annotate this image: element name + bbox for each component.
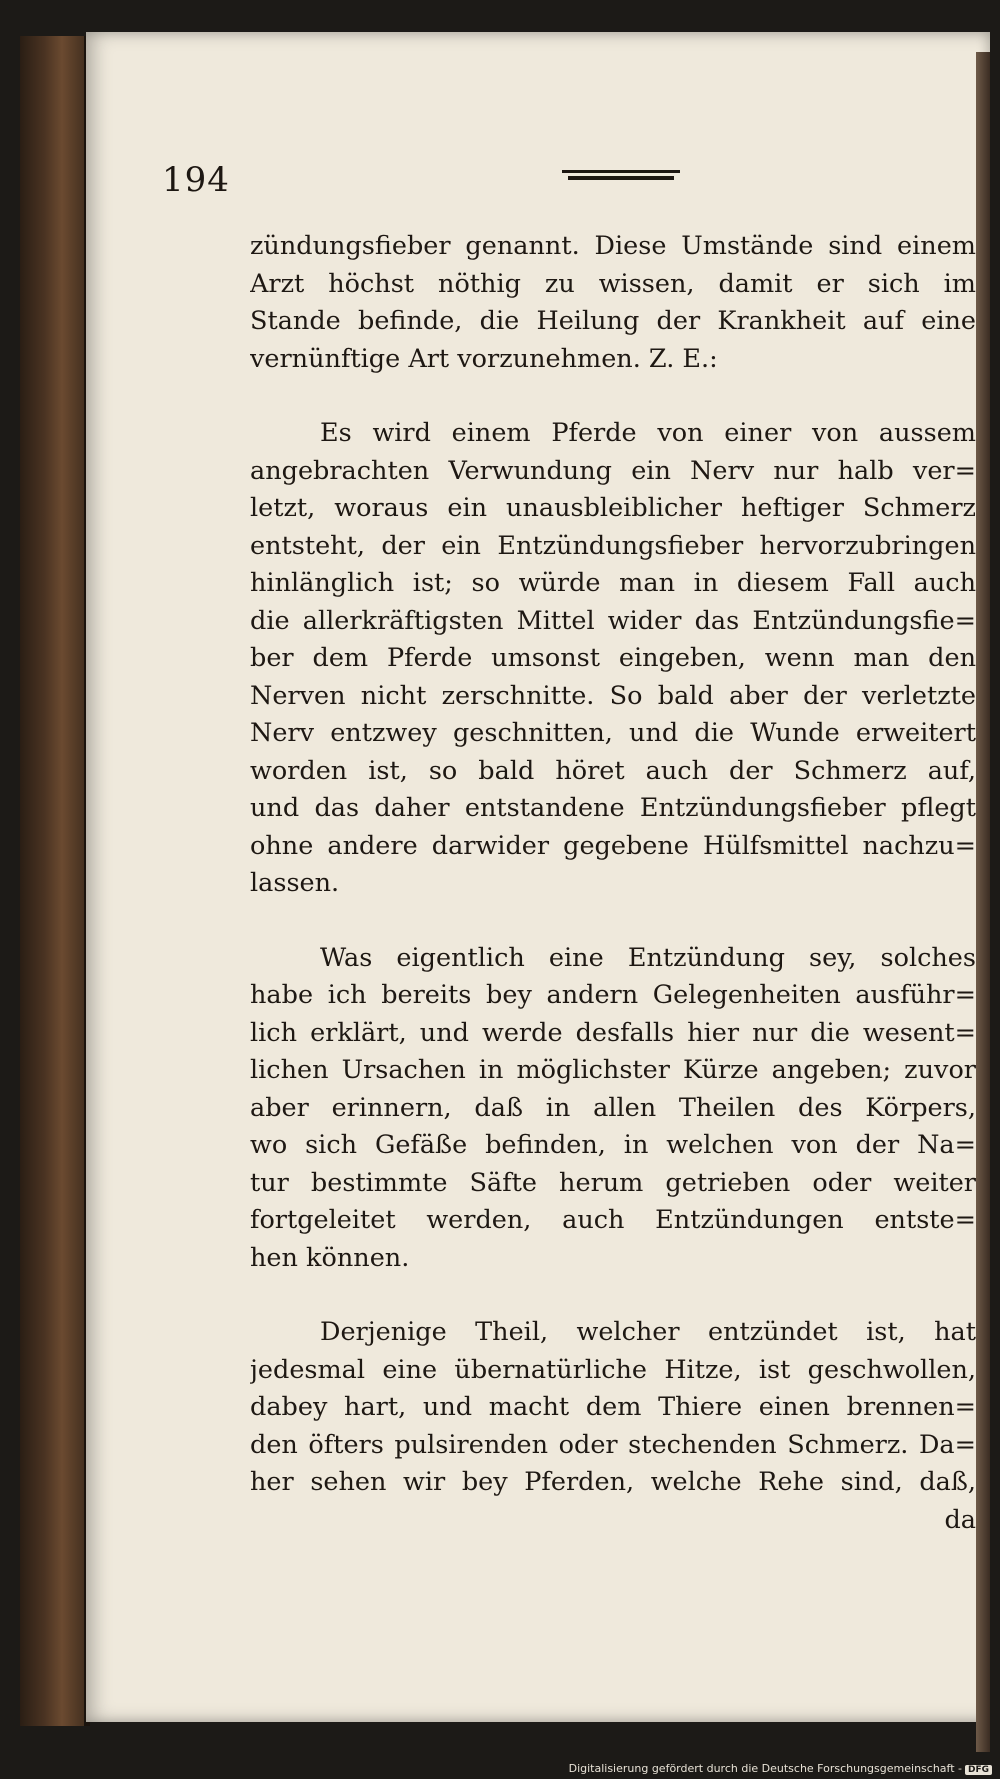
credit-text: Digitalisierung gefördert durch die Deutsche Forschungsgemeinschaft - [568,1762,962,1775]
paragraph-gap [250,903,976,940]
text-line: die allerkräftigsten Mittel wider das Entzündungsfie= [250,605,976,636]
dfg-logo: DFG [965,1765,992,1775]
text-line: vernünftige Art vorzunehmen. Z. E.: [250,343,718,374]
text-line: letzt, woraus ein unausbleiblicher heftiger Schmerz [250,493,976,523]
book-binding-edge [20,36,90,1726]
text-line: Was eigentlich eine Entzündung sey, solches [320,942,976,973]
text-line: ohne andere darwider gegebene Hülfsmittel nachzu= [250,830,976,861]
text-line: aber erinnern, daß in allen Theilen des Körpers, [250,1092,976,1123]
text-line: jedesmal eine übernatürliche Hitze, ist geschwollen, [250,1354,976,1385]
ornament-bar-bottom [568,176,674,180]
text-line: Arzt höchst nöthig zu wissen, damit er sich im [250,268,976,299]
page-number: 194 [162,160,230,200]
text-line: Nerven nicht zerschnitte. So bald aber der verletzte [250,680,976,711]
header-ornament-rule [562,170,680,180]
text-line: lichen Ursachen in möglichster Kürze angeben; zuvor [250,1055,976,1085]
text-line: habe ich bereits bey andern Gelegenheiten ausführ= [250,980,976,1010]
text-line: dabey hart, und macht dem Thiere einen brennen= [250,1392,976,1422]
text-line: Es wird einem Pferde von einer von aussem [320,418,976,448]
text-line: hen können. [250,1242,410,1273]
text-line: her sehen wir bey Pferden, welche Rehe sind, daß, [250,1467,976,1497]
text-line: lich erklärt, und werde desfalls hier nur die wesent= [250,1017,976,1048]
text-line: ber dem Pferde umsonst eingeben, wenn man den [250,643,976,673]
text-line: Derjenige Theil, welcher entzündet ist, hat [320,1317,976,1347]
paragraph-gap [250,378,976,415]
digitization-credit [569,1762,992,1775]
text-line: fortgeleitet werden, auch Entzündungen entste= [250,1205,976,1235]
text-line: Stande befinde, die Heilung der Krankheit auf eine [250,306,976,336]
body-text [250,228,976,1539]
text-line: wo sich Gefäße befinden, in welchen von der Na= [250,1130,976,1160]
text-line: und das daher entstandene Entzündungsfieber pflegt [250,793,976,823]
text-line: tur bestimmte Säfte herum getrieben oder weiter [250,1167,976,1198]
text-line: den öfters pulsirenden oder stechenden Schmerz. Da= [250,1429,976,1460]
ornament-bar-top [562,170,680,173]
text-line: worden ist, so bald höret auch der Schmerz auf, [250,755,976,786]
text-line: Nerv entzwey geschnitten, und die Wunde erweitert [250,718,976,748]
text-line: zündungsfieber genannt. Diese Umstände sind einem [250,231,976,261]
page-right-edge [976,52,990,1752]
catchword: da [944,1504,976,1535]
text-line: hinlänglich ist; so würde man in diesem Fall auch [250,568,976,598]
text-line: lassen. [250,868,340,898]
text-line: angebrachten Verwundung ein Nerv nur halb ver= [250,455,976,486]
paragraph-gap [250,1277,976,1314]
text-line: entsteht, der ein Entzündungsfieber hervorzubringen [250,530,976,561]
